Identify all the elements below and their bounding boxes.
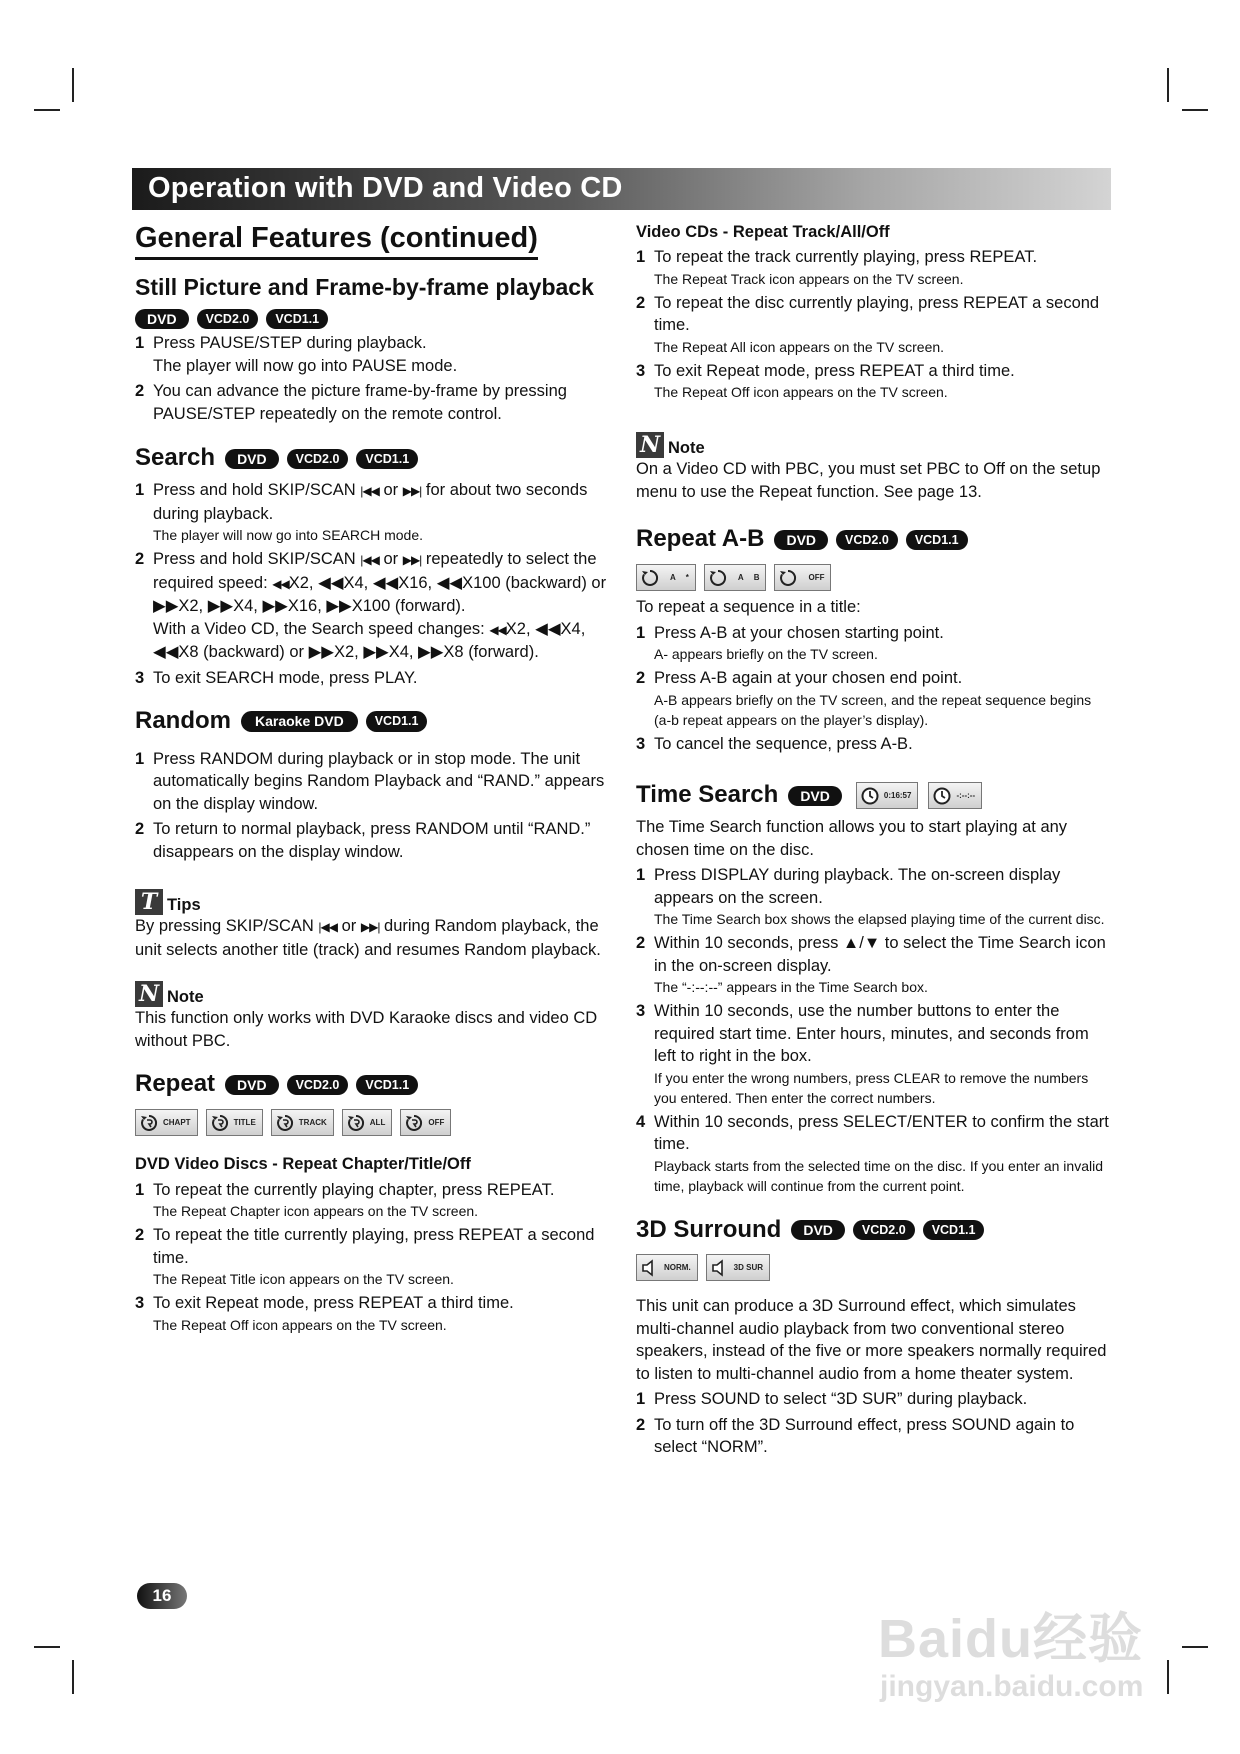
skip-forward-icon: ▶▶| [402, 484, 422, 499]
random-title: Random Karaoke DVD VCD1.1 [135, 707, 607, 736]
badge-dvd: DVD [791, 1220, 845, 1240]
list-item: 1 To repeat the currently playing chapter, press REPEAT. The Repeat Chapter icon appears on the TV screen. [135, 1180, 555, 1220]
badge-vcd20: VCD2.0 [287, 1075, 349, 1095]
search-title: Search DVD VCD2.0 VCD1.1 [135, 444, 607, 473]
note-text: On a Video CD with PBC, you must set PBC to Off on the setup menu to use the Repeat function. See page 13. [636, 460, 1101, 501]
watermark [870, 1596, 1190, 1706]
search-badges [225, 449, 418, 469]
note-heading: N Note [135, 981, 607, 1007]
badge-vcd20: VCD2.0 [853, 1220, 915, 1240]
tips-heading: T Tips [135, 889, 607, 915]
clock-icon [932, 786, 952, 806]
badge-vcd11: VCD1.1 [266, 309, 328, 329]
list-item: 2 To repeat the title currently playing, press REPEAT a second time. The Repeat Title icon appears on the TV screen. [135, 1226, 595, 1288]
repeat-ab-badges [774, 530, 967, 550]
badge-vcd11: VCD1.1 [356, 1075, 418, 1095]
repeat-icon [640, 568, 660, 588]
time-search-badges [788, 786, 842, 806]
crop-mark [72, 68, 74, 102]
surround-badges [791, 1220, 984, 1240]
repeat-icons [135, 1109, 607, 1136]
surround-intro: This unit can produce a 3D Surround effect, which simulates multi-channel audio playback from two conventional stereo speakers, instead of the five or more speakers normally required to listen to multi-channel audio from a home theater system. [636, 1297, 1107, 1383]
random-section [135, 707, 607, 863]
search-section [135, 444, 607, 689]
sound-normal-icon: NORM. [636, 1254, 698, 1281]
random-badges [241, 711, 427, 731]
repeat-icon [404, 1113, 424, 1133]
repeat-ab-icon: A B [704, 564, 767, 591]
list-item: 2 To repeat the disc currently playing, press REPEAT a second time. The Repeat All icon appears on the TV screen. [636, 293, 1100, 355]
list-item: 3 To exit Repeat mode, press REPEAT a third time. The Repeat Off icon appears on the TV screen. [636, 361, 1015, 401]
skip-back-icon: |◀◀ [318, 920, 337, 935]
repeat-icon [139, 1113, 159, 1133]
section-banner [132, 168, 1111, 210]
watermark-url: jingyan.baidu.com [880, 1670, 1144, 1703]
badge-vcd11: VCD1.1 [356, 449, 418, 469]
list-item: 1 Press DISPLAY during playback. The on-screen display appears on the screen. The Time Search box shows the elapsed playing time of the current disc. [636, 866, 1105, 928]
repeat-ab-steps [636, 622, 1111, 756]
list-item: 3 To exit SEARCH mode, press PLAY. [135, 668, 418, 687]
time-search-elapsed-icon: 0:16:57 [856, 782, 919, 809]
note-icon: N [135, 981, 163, 1007]
crop-mark [34, 1646, 60, 1648]
banner-title: Operation with DVD and Video CD [148, 172, 623, 204]
badge-vcd11: VCD1.1 [906, 530, 968, 550]
badge-dvd: DVD [225, 1075, 279, 1095]
crop-mark [1182, 109, 1208, 111]
list-item: 2 To turn off the 3D Surround effect, press SOUND again to select “NORM”. [636, 1415, 1075, 1457]
list-item: 3 To cancel the sequence, press A-B. [636, 734, 913, 753]
note-icon: N [636, 432, 664, 458]
badge-karaoke-dvd: Karaoke DVD [241, 711, 358, 731]
note-text: This function only works with DVD Karaoke discs and video CD without PBC. [135, 1009, 598, 1050]
left-column [135, 222, 607, 1335]
rewind-icon: ◀◀ [489, 622, 506, 637]
badge-dvd: DVD [788, 786, 842, 806]
repeat-track-icon: TRACK [271, 1109, 334, 1136]
badge-vcd11: VCD1.1 [366, 711, 428, 731]
badge-vcd20: VCD2.0 [197, 309, 259, 329]
badge-dvd: DVD [135, 309, 189, 329]
list-item: 4 Within 10 seconds, press SELECT/ENTER to confirm the start time. Playback starts from the selected time on the disc. If you enter an invalid time, playback will continue from the current point. [636, 1112, 1109, 1194]
watermark-logo: Baidu经验 [878, 1609, 1144, 1669]
repeat-icon [778, 568, 798, 588]
page-number: 16 [137, 1583, 187, 1609]
list-item: 1 Press SOUND to select “3D SUR” during playback. [636, 1390, 1028, 1409]
crop-mark [72, 1660, 74, 1694]
vcd-repeat-steps [636, 246, 1111, 402]
dvd-repeat-steps [135, 1179, 607, 1335]
list-item: 2 To return to normal playback, press RANDOM until “RAND.” disappears on the display window. [135, 820, 591, 861]
list-item: 3 To exit Repeat mode, press REPEAT a third time. The Repeat Off icon appears on the TV screen. [135, 1294, 514, 1333]
repeat-title-icon: TITLE [206, 1109, 263, 1136]
repeat-ab-intro: To repeat a sequence in a title: [636, 598, 861, 617]
repeat-a-icon: A * [636, 564, 696, 591]
time-search-steps [636, 864, 1111, 1196]
clock-icon [860, 786, 880, 806]
still-title: Still Picture and Frame-by-frame playback [135, 274, 594, 301]
search-steps [135, 479, 607, 689]
skip-back-icon: |◀◀ [360, 484, 379, 499]
surround-section [636, 1216, 1111, 1459]
repeat-all-icon: ALL [342, 1109, 393, 1136]
repeat-ab-title: Repeat A-B DVD VCD2.0 VCD1.1 [636, 525, 1111, 554]
badge-vcd20: VCD2.0 [287, 449, 349, 469]
repeat-icon [346, 1113, 366, 1133]
surround-icons [636, 1254, 1111, 1281]
vcd-repeat-heading: Video CDs - Repeat Track/All/Off [636, 223, 890, 241]
crop-mark [34, 109, 60, 111]
list-item: 1 Press A-B at your chosen starting point. A- appears briefly on the TV screen. [636, 623, 944, 663]
page-heading: General Features (continued) [135, 222, 538, 260]
speaker-icon [710, 1258, 730, 1278]
still-steps [135, 332, 607, 425]
dvd-repeat-heading: DVD Video Discs - Repeat Chapter/Title/Off [135, 1155, 471, 1174]
list-item: 2 Press A-B again at your chosen end point. A-B appears briefly on the TV screen, and the repeat sequence begins (a-b repeat appears on the player’s display). [636, 669, 1092, 728]
note-box [135, 981, 607, 1052]
list-item: 1 To repeat the track currently playing, press REPEAT. The Repeat Track icon appears on the TV screen. [636, 248, 1038, 287]
tips-box [135, 889, 607, 961]
list-item: 3 Within 10 seconds, use the number buttons to enter the required start time. Enter hours, minutes, and seconds from left to right in the box. If you enter the wrong numbers, press CLEAR to remove the numbers you entered. Then enter the correct numbers. [636, 1002, 1089, 1106]
time-search-section [636, 781, 1111, 1195]
repeat-ab-section [636, 525, 1111, 755]
list-item: 2 Within 10 seconds, press ▲/▼ to select the Time Search icon in the on-screen display. The “-:--:--” appears in the Time Search box. [636, 934, 1106, 996]
list-item: 1 Press PAUSE/STEP during playback. The player will now go into PAUSE mode. [135, 334, 458, 375]
random-steps [135, 748, 607, 864]
tips-icon: T [135, 889, 163, 915]
note-heading: N Note [636, 432, 1111, 458]
note-box [636, 432, 1111, 503]
list-item: 2 Press and hold SKIP/SCAN |◀◀ or ▶▶| repeatedly to select the required speed: ◀◀X2, ◀◀X4, ◀◀X16, ◀◀X100 (backward) or ▶▶X2, ▶▶X4, ▶▶X16, ▶▶X100 (forward). With a Video CD, the Search speed changes: ◀◀X2, ◀◀X4, ◀◀X8 (backward) or ▶▶X2, ▶▶X4, ▶▶X8 (forward). [135, 550, 607, 662]
repeat-badges [225, 1075, 418, 1095]
skip-forward-icon: ▶▶| [360, 920, 380, 935]
badge-dvd: DVD [774, 530, 828, 550]
crop-mark [1167, 68, 1169, 102]
repeat-chapter-icon: CHAPT [135, 1109, 198, 1136]
list-item: 1 Press and hold SKIP/SCAN |◀◀ or ▶▶| for about two seconds during playback. The player will now go into SEARCH mode. [135, 481, 588, 544]
repeat-icon [708, 568, 728, 588]
badge-dvd: DVD [225, 449, 279, 469]
repeat-icon [210, 1113, 230, 1133]
skip-forward-icon: ▶▶| [402, 553, 422, 568]
time-search-title: Time Search DVD 0:16:57 -:--:-- [636, 781, 1111, 810]
sound-3d-icon: 3D SUR [706, 1254, 770, 1281]
repeat-icon [275, 1113, 295, 1133]
still-section [135, 274, 607, 425]
repeat-title: Repeat DVD VCD2.0 VCD1.1 [135, 1070, 607, 1099]
badge-vcd11: VCD1.1 [923, 1220, 985, 1240]
surround-steps [636, 1388, 1111, 1459]
right-column [636, 222, 1111, 1459]
still-badges [135, 309, 328, 329]
skip-back-icon: |◀◀ [360, 553, 379, 568]
surround-title: 3D Surround DVD VCD2.0 VCD1.1 [636, 1216, 1111, 1245]
repeat-off-icon: OFF [400, 1109, 451, 1136]
repeat-ab-off-icon: OFF [774, 564, 831, 591]
time-search-intro: The Time Search function allows you to start playing at any chosen time on the disc. [636, 818, 1068, 859]
badge-vcd20: VCD2.0 [836, 530, 898, 550]
repeat-section [135, 1070, 607, 1334]
time-search-blank-icon: -:--:-- [928, 782, 982, 809]
list-item: 1 Press RANDOM during playback or in stop mode. The unit automatically begins Random Playback and “RAND.” appears on the display window. [135, 749, 605, 813]
rewind-icon: ◀◀ [272, 576, 289, 591]
speaker-icon [640, 1258, 660, 1278]
tips-text: By pressing SKIP/SCAN |◀◀ or ▶▶| during Random playback, the unit selects another title (track) and resumes Random playback. [135, 917, 601, 959]
repeat-ab-icons [636, 564, 1111, 591]
list-item: 2 You can advance the picture frame-by-frame by pressing PAUSE/STEP repeatedly on the remote control. [135, 382, 567, 423]
